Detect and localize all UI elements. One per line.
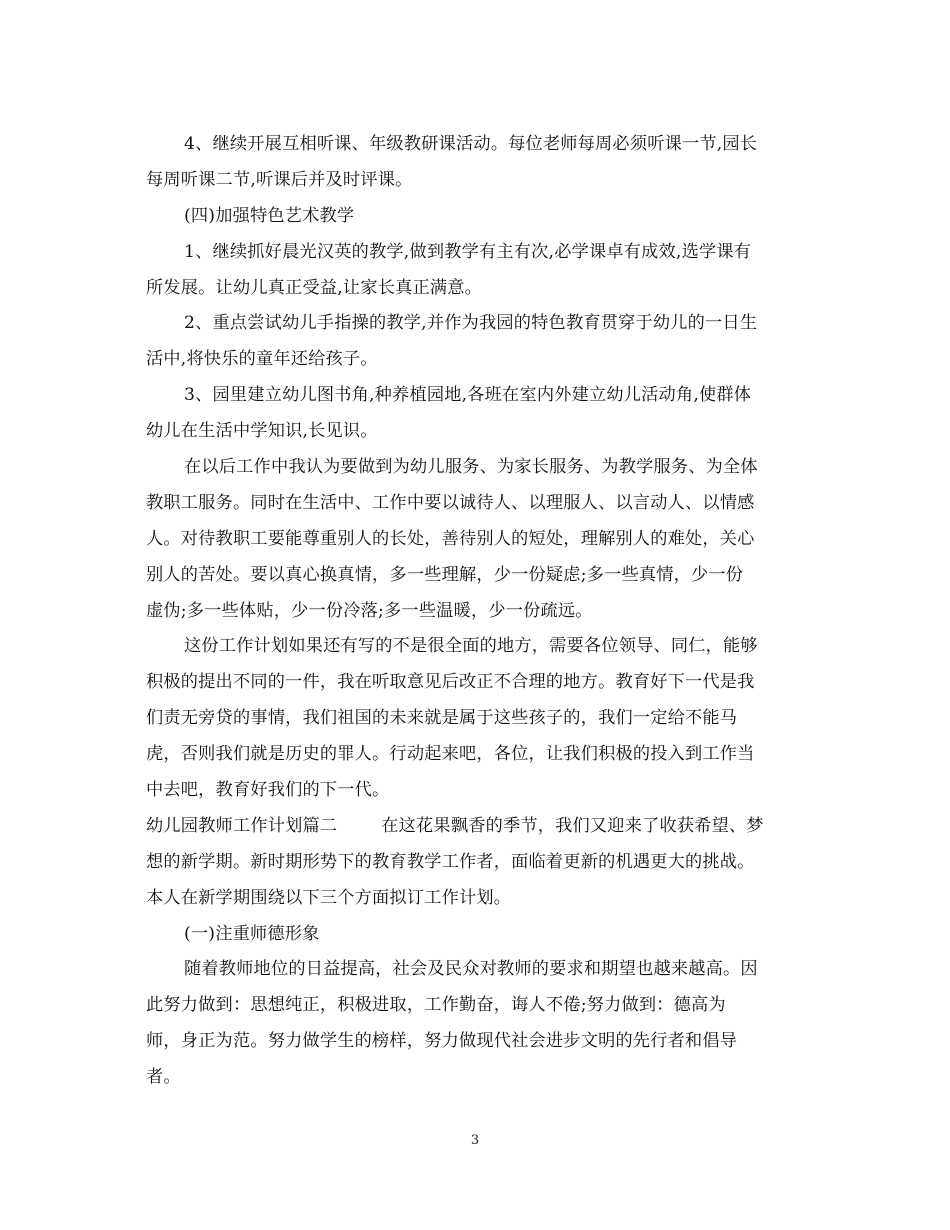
paragraph-item-1	[146, 235, 814, 307]
text-line: 3、园里建立幼儿图书角,种养植园地,各班在室内外建立幼儿活动角,使群体	[184, 385, 752, 406]
paragraph-plan-two-intro	[146, 809, 814, 917]
text-line: 别人的苦处。要以真心换真情，多一些理解，少一份疑虑;多一些真情，少一份	[146, 564, 744, 585]
text-line: (一)注重师德形象	[184, 923, 320, 944]
document-body	[146, 127, 814, 1096]
plan-two-heading: 幼儿园教师工作计划篇二	[146, 815, 338, 836]
section-heading-art-teaching	[146, 199, 814, 235]
text-line: 虎，否则我们就是历史的罪人。行动起来吧，各位，让我们积极的投入到工作当	[146, 744, 755, 765]
paragraph-closing	[146, 629, 814, 808]
text-line: 中去吧，教育好我们的下一代。	[146, 780, 390, 801]
text-line: 4、继续开展互相听课、年级教研课活动。每位老师每周必须听课一节,园长	[184, 134, 758, 154]
text-line: (四)加强特色艺术教学	[184, 205, 355, 226]
paragraph-teacher-ethics	[146, 952, 814, 1096]
text-line: 想的新学期。新时期形势下的教育教学工作者，面临着更新的机遇更大的挑战。	[146, 851, 755, 872]
text-line: 所发展。让幼儿真正受益,让家长真正满意。	[146, 277, 483, 298]
text-line: 随着教师地位的日益提高，社会及民众对教师的要求和期望也越来越高。因	[184, 959, 758, 980]
text-line: 此努力做到：思想纯正，积极进取，工作勤奋，诲人不倦;努力做到：德高为	[146, 995, 726, 1016]
text-line: 本人在新学期围绕以下三个方面拟订工作计划。	[146, 887, 512, 908]
text-line: 教职工服务。同时在生活中、工作中要以诚待人、以理服人、以言动人、以情感	[146, 492, 755, 513]
page-number: 3	[470, 1133, 480, 1148]
text-line: 2、重点尝试幼儿手指操的教学,并作为我园的特色教育贯穿于幼儿的一日生	[184, 313, 758, 334]
text-line: 师，身正为范。努力做学生的榜样，努力做现代社会进步文明的先行者和倡导	[146, 1031, 738, 1052]
section-heading-ethics	[146, 917, 814, 953]
text-line: 在以后工作中我认为要做到为幼儿服务、为家长服务、为教学服务、为全体	[184, 457, 758, 478]
text-line: 人。对待教职工要能尊重别人的长处，善待别人的短处，理解别人的难处，关心	[146, 528, 755, 549]
text-line: 每周听课二节,听课后并及时评课。	[146, 169, 413, 190]
text-line: 者。	[146, 1067, 181, 1088]
text-line: 活中,将快乐的童年还给孩子。	[146, 349, 378, 370]
paragraph-lesson-observation	[146, 127, 814, 199]
text-line: 们责无旁贷的事情，我们祖国的未来就是属于这些孩子的，我们一定给不能马	[146, 708, 738, 729]
plan-two-first-line: 在这花果飘香的季节，我们又迎来了收获希望、梦	[381, 815, 764, 836]
text-line	[146, 809, 814, 845]
paragraph-item-3	[146, 378, 814, 450]
paragraph-service-attitude	[146, 450, 814, 629]
text-line: 这份工作计划如果还有写的不是很全面的地方，需要各位领导、同仁，能够	[184, 636, 758, 657]
text-line: 1、继续抓好晨光汉英的教学,做到教学有主有次,必学课卓有成效,选学课有	[184, 241, 752, 262]
text-line: 积极的提出不同的一件，我在听取意见后改正不合理的地方。教育好下一代是我	[146, 672, 755, 693]
paragraph-item-2	[146, 306, 814, 378]
text-line: 幼儿在生活中学知识,长见识。	[146, 421, 378, 442]
text-line: 虚伪;多一些体贴，少一份冷落;多一些温暖，少一份疏远。	[146, 600, 593, 621]
